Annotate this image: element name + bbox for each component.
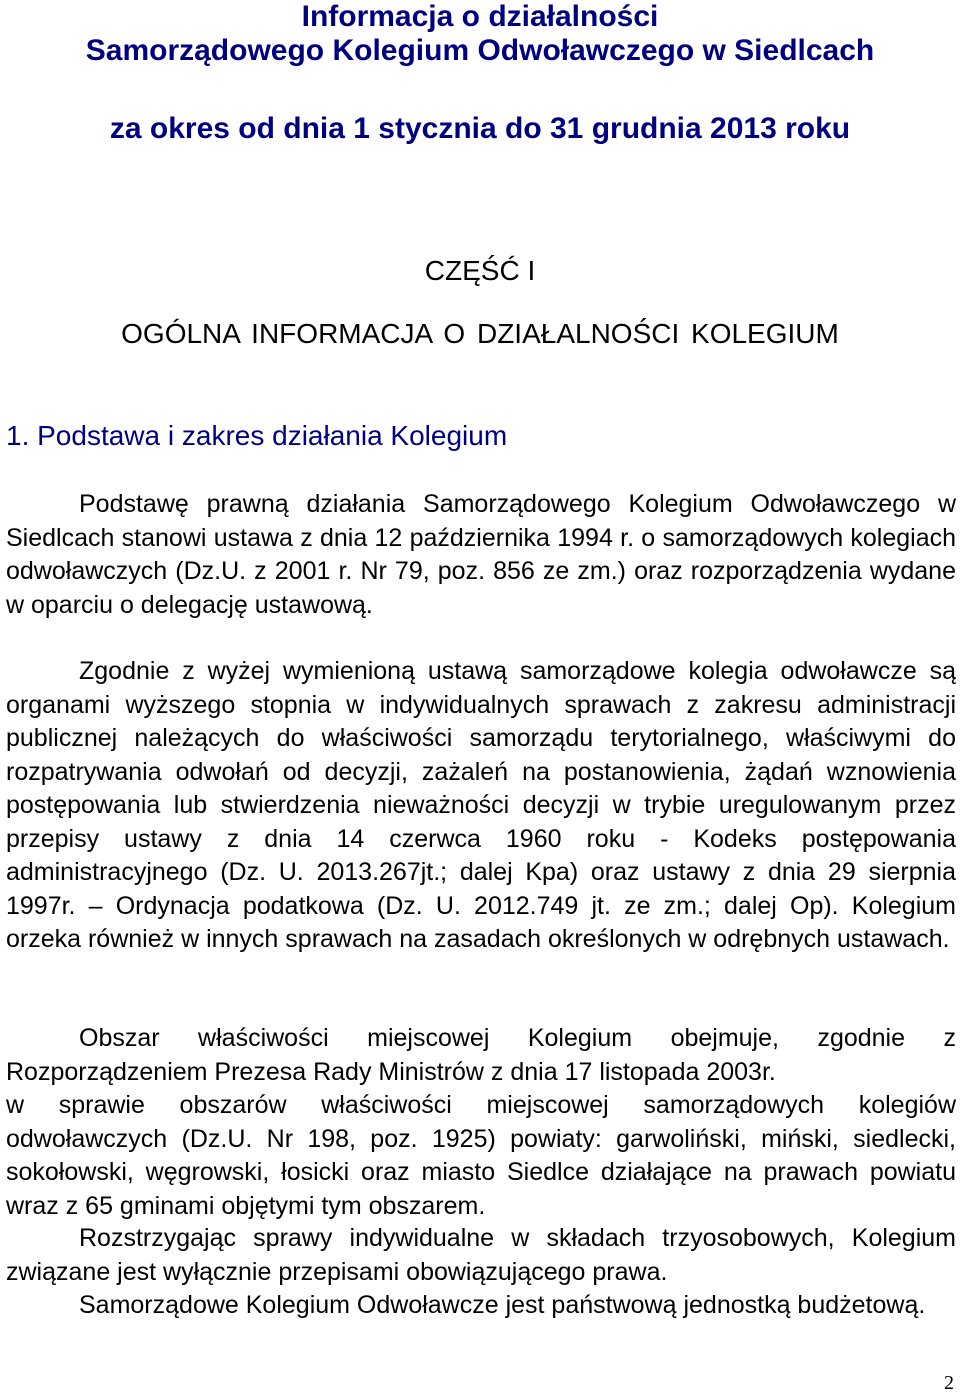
paragraph-territory-line-1: Obszar właściwości miejscowej Kolegium obejmuje, zgodnie z Rozporządzeniem Prezesa Rady Ministrów z dnia 17 listopada 2003r. — [6, 1024, 956, 1086]
paragraph-composition-text: Rozstrzygając sprawy indywidualne w składach trzyosobowych, Kolegium związane jest wyłącznie przepisami obowiązującego prawa. — [6, 1224, 956, 1286]
paragraph-composition — [6, 1222, 956, 1289]
paragraph-territory-continued — [6, 1089, 956, 1223]
paragraph-legal-basis — [6, 488, 956, 622]
section-heading: 1. Podstawa i zakres działania Kolegium — [6, 420, 508, 451]
paragraph-territory — [6, 1022, 956, 1089]
part-label: CZĘŚĆ I — [424, 255, 536, 286]
reporting-period: za okres od dnia 1 stycznia do 31 grudnia 2013 roku — [109, 112, 851, 145]
document-title-line-2: Samorządowego Kolegium Odwoławczego w Siedlcach — [85, 34, 875, 67]
paragraph-scope-text: Zgodnie z wyżej wymienioną ustawą samorządowe kolegia odwoławcze są organami wyższego stopnia w indywidualnych sprawach z zakresu administracji publicznej należących do właściwości samorządu terytorialnego, właściwymi do rozpatrywania odwołań od decyzji, zażaleń na postanowienia, żądań wznowienia postępowania lub stwierdzenia nieważności decyzji w trybie uregulowanym przez przepisy ustawy z dnia 14 czerwca 1960 roku - Kodeks postępowania administracyjnego (Dz. U. 2013.267jt.; dalej Kpa) oraz ustawy z dnia 29 sierpnia 1997r. – Ordynacja podatkowa (Dz. U. 2012.749 jt. ze zm.; dalej Op). Kolegium orzeka również w innych sprawach na zasadach określonych w odrębnych ustawach. — [6, 657, 956, 953]
part-title: OGÓLNA INFORMACJA O DZIAŁALNOŚCI KOLEGIUM — [121, 318, 839, 349]
paragraph-scope — [6, 655, 956, 957]
paragraph-budget-unit-text: Samorządowe Kolegium Odwoławcze jest państwową jednostką budżetową. — [79, 1291, 926, 1319]
paragraph-budget-unit — [6, 1289, 956, 1323]
document-title-line-1: Informacja o działalności — [301, 0, 659, 33]
paragraph-territory-line-2: w sprawie obszarów właściwości miejscowej samorządowych kolegiów odwoławczych (Dz.U. Nr 198, poz. 1925) powiaty: garwoliński, miński, siedlecki, sokołowski, węgrowski, łosicki oraz miasto Siedlce działające na prawach powiatu wraz z 65 gminami objętymi tym obszarem. — [6, 1091, 956, 1220]
page-number: 2 — [944, 1372, 954, 1394]
paragraph-legal-basis-text: Podstawę prawną działania Samorządowego Kolegium Odwoławczego w Siedlcach stanowi ustawa z dnia 12 października 1994 r. o samorządowych kolegiach odwoławczych (Dz.U. z 2001 r. Nr 79, poz. 856 ze zm.) oraz rozporządzenia wydane w oparciu o delegację ustawową. — [6, 490, 956, 619]
